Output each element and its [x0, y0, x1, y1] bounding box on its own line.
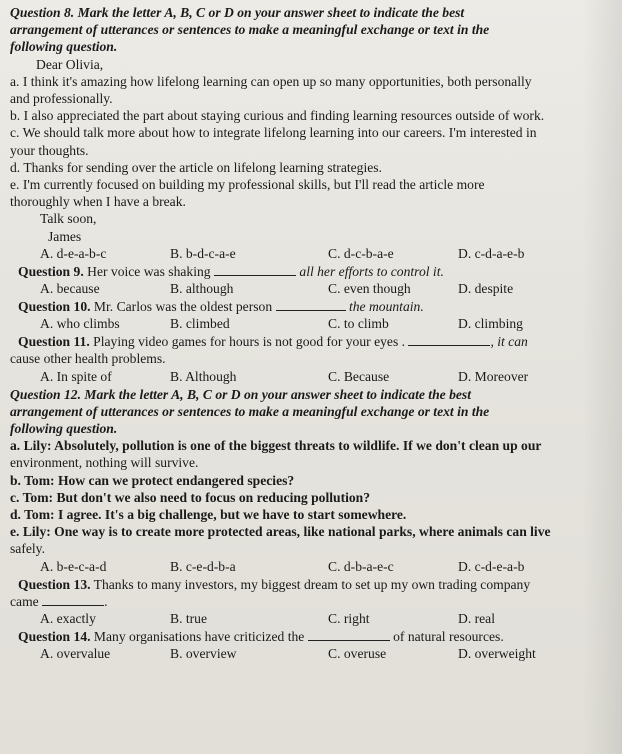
- q11-stem-line2: cause other health problems.: [10, 351, 166, 367]
- q13-line2-before: came: [10, 593, 39, 609]
- q14-text-after: of natural resources.: [393, 629, 504, 645]
- q9-text-after: all her efforts to control it.: [299, 263, 444, 279]
- q8-item-a-line1: a. I think it's amazing how lifelong learning can open up so many opportunities, both personally: [10, 73, 532, 89]
- q13-line2-after: .: [104, 593, 108, 609]
- q8-item-c-line1: c. We should talk more about how to integrate lifelong learning into our careers. I'm interested in: [10, 125, 537, 141]
- q8-greeting: Dear Olivia,: [36, 56, 104, 72]
- q11-option-a[interactable]: A. In spite of: [40, 368, 112, 384]
- q10-options: [10, 315, 612, 333]
- q11-blank[interactable]: [408, 333, 490, 346]
- q8-option-b[interactable]: B. b-d-c-a-e: [170, 245, 236, 261]
- q9-stem: [10, 263, 612, 280]
- q8-item-a-line2: and professionally.: [10, 91, 113, 107]
- q9-option-b[interactable]: B. although: [170, 281, 234, 297]
- q12-option-c[interactable]: C. d-b-a-e-c: [328, 558, 394, 574]
- q8-option-d[interactable]: D. c-d-a-e-b: [458, 245, 525, 261]
- q12-option-d[interactable]: D. c-d-e-a-b: [458, 558, 525, 574]
- q9-label: Question 9.: [18, 263, 84, 279]
- q14-options: [10, 645, 612, 663]
- q14-option-c[interactable]: C. overuse: [328, 646, 387, 662]
- q13-option-b[interactable]: B. true: [170, 611, 207, 627]
- q8-item-c-line2: your thoughts.: [10, 142, 89, 158]
- q8-instruction-line3: following question.: [10, 39, 118, 55]
- q12-item-c: c. Tom: But don't we also need to focus on reducing pollution?: [10, 489, 371, 505]
- q14-stem: [10, 628, 612, 645]
- q10-option-a[interactable]: A. who climbs: [40, 316, 120, 332]
- q12-item-d: d. Tom: I agree. It's a big challenge, but we have to start somewhere.: [10, 507, 407, 523]
- q12-item-a-line2: environment, nothing will survive.: [10, 455, 199, 471]
- q14-option-b[interactable]: B. overview: [170, 646, 237, 662]
- q14-label: Question 14.: [18, 629, 91, 645]
- q9-option-d[interactable]: D. despite: [458, 281, 514, 297]
- q13-option-c[interactable]: C. right: [328, 611, 370, 627]
- q8-options: [10, 245, 612, 263]
- q11-option-d[interactable]: D. Moreover: [458, 368, 529, 384]
- q8-closing: Talk soon,: [40, 211, 97, 227]
- q12-instruction-line3: following question.: [10, 421, 118, 437]
- q14-option-d[interactable]: D. overweight: [458, 646, 536, 662]
- q14-option-a[interactable]: A. overvalue: [40, 646, 111, 662]
- q8-item-d: d. Thanks for sending over the article on lifelong learning strategies.: [10, 159, 382, 175]
- q12-item-e-line2: safely.: [10, 541, 45, 557]
- q11-option-b[interactable]: B. Although: [170, 368, 237, 384]
- q13-option-a[interactable]: A. exactly: [40, 611, 96, 627]
- q10-option-c[interactable]: C. to climb: [328, 316, 389, 332]
- q11-option-c[interactable]: C. Because: [328, 368, 390, 384]
- q8-item-b: b. I also appreciated the part about staying curious and finding learning resources outside of work.: [10, 108, 545, 124]
- q12-item-b: b. Tom: How can we protect endangered species?: [10, 472, 295, 488]
- q12-option-a[interactable]: A. b-e-c-a-d: [40, 558, 107, 574]
- q11-options: [10, 368, 612, 386]
- q9-option-c[interactable]: C. even though: [328, 281, 411, 297]
- q12-option-b[interactable]: B. c-e-d-b-a: [170, 558, 236, 574]
- q11-text-before: Playing video games for hours is not good for your eyes .: [93, 334, 406, 350]
- q9-option-a[interactable]: A. because: [40, 281, 100, 297]
- q11-stem: [10, 333, 612, 350]
- q13-label: Question 13.: [18, 576, 91, 592]
- q13-text: Thanks to many investors, my biggest dream to set up my own trading company: [93, 576, 531, 592]
- q9-blank[interactable]: [214, 263, 296, 276]
- q10-option-d[interactable]: D. climbing: [458, 316, 523, 332]
- q10-blank[interactable]: [276, 298, 346, 311]
- q8-instruction-line2: arrangement of utterances or sentences to make a meaningful exchange or text in the: [10, 22, 490, 38]
- q14-blank[interactable]: [308, 628, 390, 641]
- q13-stem: [10, 576, 612, 593]
- q9-options: [10, 280, 612, 298]
- q9-text-before: Her voice was shaking: [87, 263, 211, 279]
- q12-item-e-line1: e. Lily: One way is to create more protected areas, like national parks, where animals can live: [10, 524, 551, 540]
- q10-label: Question 10.: [18, 299, 91, 315]
- q12-item-a-line1: a. Lily: Absolutely, pollution is one of the biggest threats to wildlife. If we don't clean up our: [10, 438, 542, 454]
- q13-stem-line2: [10, 593, 612, 610]
- q12-options: [10, 558, 612, 576]
- q10-text-after: the mountain.: [348, 299, 424, 315]
- q14-text-before: Many organisations have criticized the: [93, 629, 305, 645]
- q13-blank[interactable]: [42, 593, 104, 606]
- q10-stem: [10, 298, 612, 315]
- q13-option-d[interactable]: D. real: [458, 611, 495, 627]
- q12-instruction-line1: Question 12. Mark the letter A, B, C or D on your answer sheet to indicate the best: [10, 386, 471, 402]
- q13-options: [10, 610, 612, 628]
- q8-signature: James: [48, 228, 82, 244]
- q12-instruction-line2: arrangement of utterances or sentences to make a meaningful exchange or text in the: [10, 403, 490, 419]
- q8-item-e-line1: e. I'm currently focused on building my professional skills, but I'll read the article more: [10, 177, 485, 193]
- q8-item-e-line2: thoroughly when I have a break.: [10, 194, 186, 210]
- q8-option-a[interactable]: A. d-e-a-b-c: [40, 245, 107, 261]
- q10-text-before: Mr. Carlos was the oldest person: [93, 299, 273, 315]
- q11-label: Question 11.: [18, 334, 90, 350]
- q11-text-after: , it can: [490, 334, 528, 350]
- q8-option-c[interactable]: C. d-c-b-a-e: [328, 245, 394, 261]
- q8-instruction-line1: Question 8. Mark the letter A, B, C or D on your answer sheet to indicate the best: [10, 5, 465, 20]
- q10-option-b[interactable]: B. climbed: [170, 316, 230, 332]
